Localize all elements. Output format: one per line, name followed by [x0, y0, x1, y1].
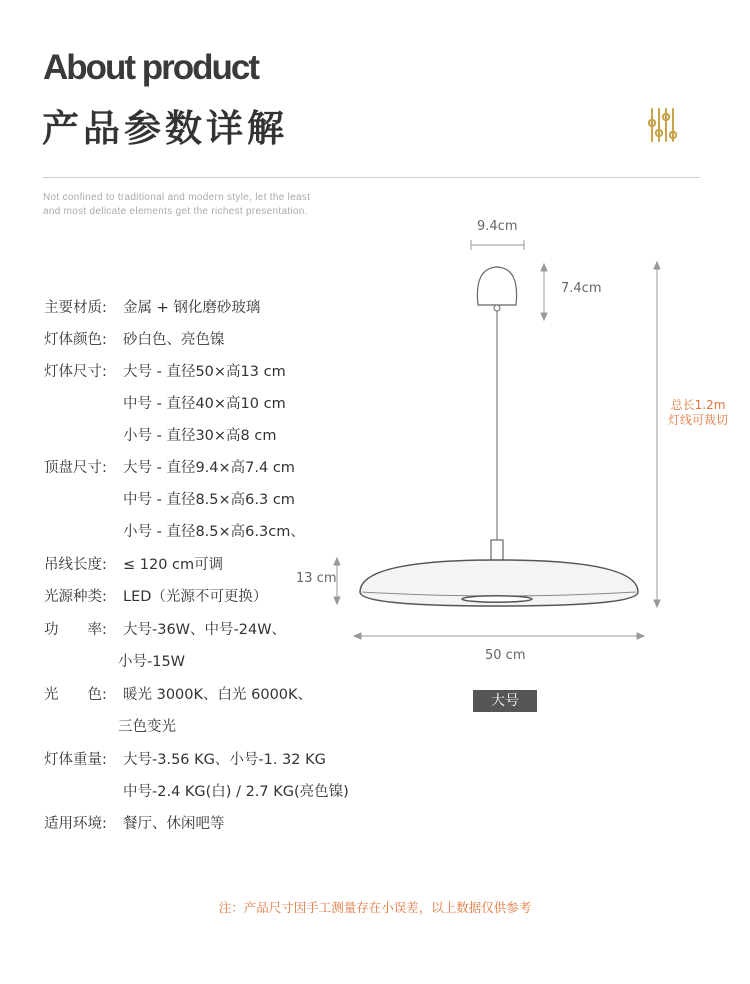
- spec-label: 吊线长度:: [44, 557, 107, 573]
- canopy-width-label: 9.4cm: [477, 219, 518, 234]
- lamp-connector: [491, 540, 503, 562]
- cable-cut-text: 灯线可裁切: [667, 413, 728, 427]
- spec-value: 中号-2.4 KG(白) / 2.7 KG(亮色镍): [123, 784, 349, 800]
- spec-label: 光 色:: [44, 687, 107, 703]
- spec-value: 砂白色、亮色镍: [123, 332, 225, 348]
- lamp-canopy: [477, 267, 516, 305]
- spec-value: 三色变光: [118, 719, 176, 735]
- spec-value: 大号-36W、中号-24W、: [123, 622, 287, 638]
- spec-value: 中号 - 直径40×高10 cm: [123, 396, 286, 412]
- shade-width-label: 50 cm: [485, 648, 526, 663]
- spec-label: 顶盘尺寸:: [44, 460, 107, 476]
- total-length-text: 总长1.2m: [670, 398, 726, 412]
- spec-label: 适用环境:: [44, 816, 107, 832]
- spec-value: 小号-15W: [118, 654, 186, 670]
- spec-label: 功 率:: [44, 622, 107, 638]
- title-en: About product: [43, 48, 259, 87]
- led-light-ring: [462, 596, 532, 602]
- total-length-label: [660, 398, 736, 428]
- spec-value: ≤ 120 cm可调: [123, 557, 224, 573]
- spec-value: 餐厅、休闲吧等: [123, 816, 225, 832]
- shade-width-dimension-line: [354, 633, 644, 639]
- spec-value: 金属 + 钢化磨砂玻璃: [123, 300, 261, 316]
- spec-value: 大号 - 直径50×高13 cm: [123, 364, 286, 380]
- canopy-height-label: 7.4cm: [561, 281, 602, 296]
- spec-label: 灯体颜色:: [44, 332, 107, 348]
- size-tag-large: 大号: [473, 690, 537, 712]
- spec-value: 暖光 3000K、白光 6000K、: [123, 687, 313, 703]
- spec-value: 中号 - 直径8.5×高6.3 cm: [123, 492, 295, 508]
- shade-height-label: 13 cm: [296, 571, 337, 586]
- spec-value: 小号 - 直径30×高8 cm: [123, 428, 277, 444]
- intro-text: Not confined to traditional and modern style, let the least and most delicate elements get the richest presentation.: [43, 192, 311, 217]
- total-length-dimension-line: [654, 262, 660, 607]
- spec-label: 灯体重量:: [44, 752, 107, 768]
- spec-label: 光源种类:: [44, 589, 107, 605]
- canopy-height-dimension-line: [541, 264, 547, 320]
- footnote: 注：产品尺寸因手工测量存在小误差，以上数据仅供参考: [218, 900, 532, 915]
- spec-value: LED（光源不可更换）: [123, 589, 268, 605]
- spec-label: 主要材质:: [44, 300, 107, 316]
- spec-value: 小号 - 直径8.5×高6.3cm、: [123, 524, 305, 540]
- spec-value: 大号 - 直径9.4×高7.4 cm: [123, 460, 295, 476]
- canopy-width-dimension-line: [471, 240, 524, 250]
- cable-clamp: [494, 305, 500, 311]
- spec-label: 灯体尺寸:: [44, 364, 107, 380]
- spec-value: 大号-3.56 KG、小号-1. 32 KG: [123, 752, 326, 768]
- title-cn: 产品参数详解: [42, 107, 288, 150]
